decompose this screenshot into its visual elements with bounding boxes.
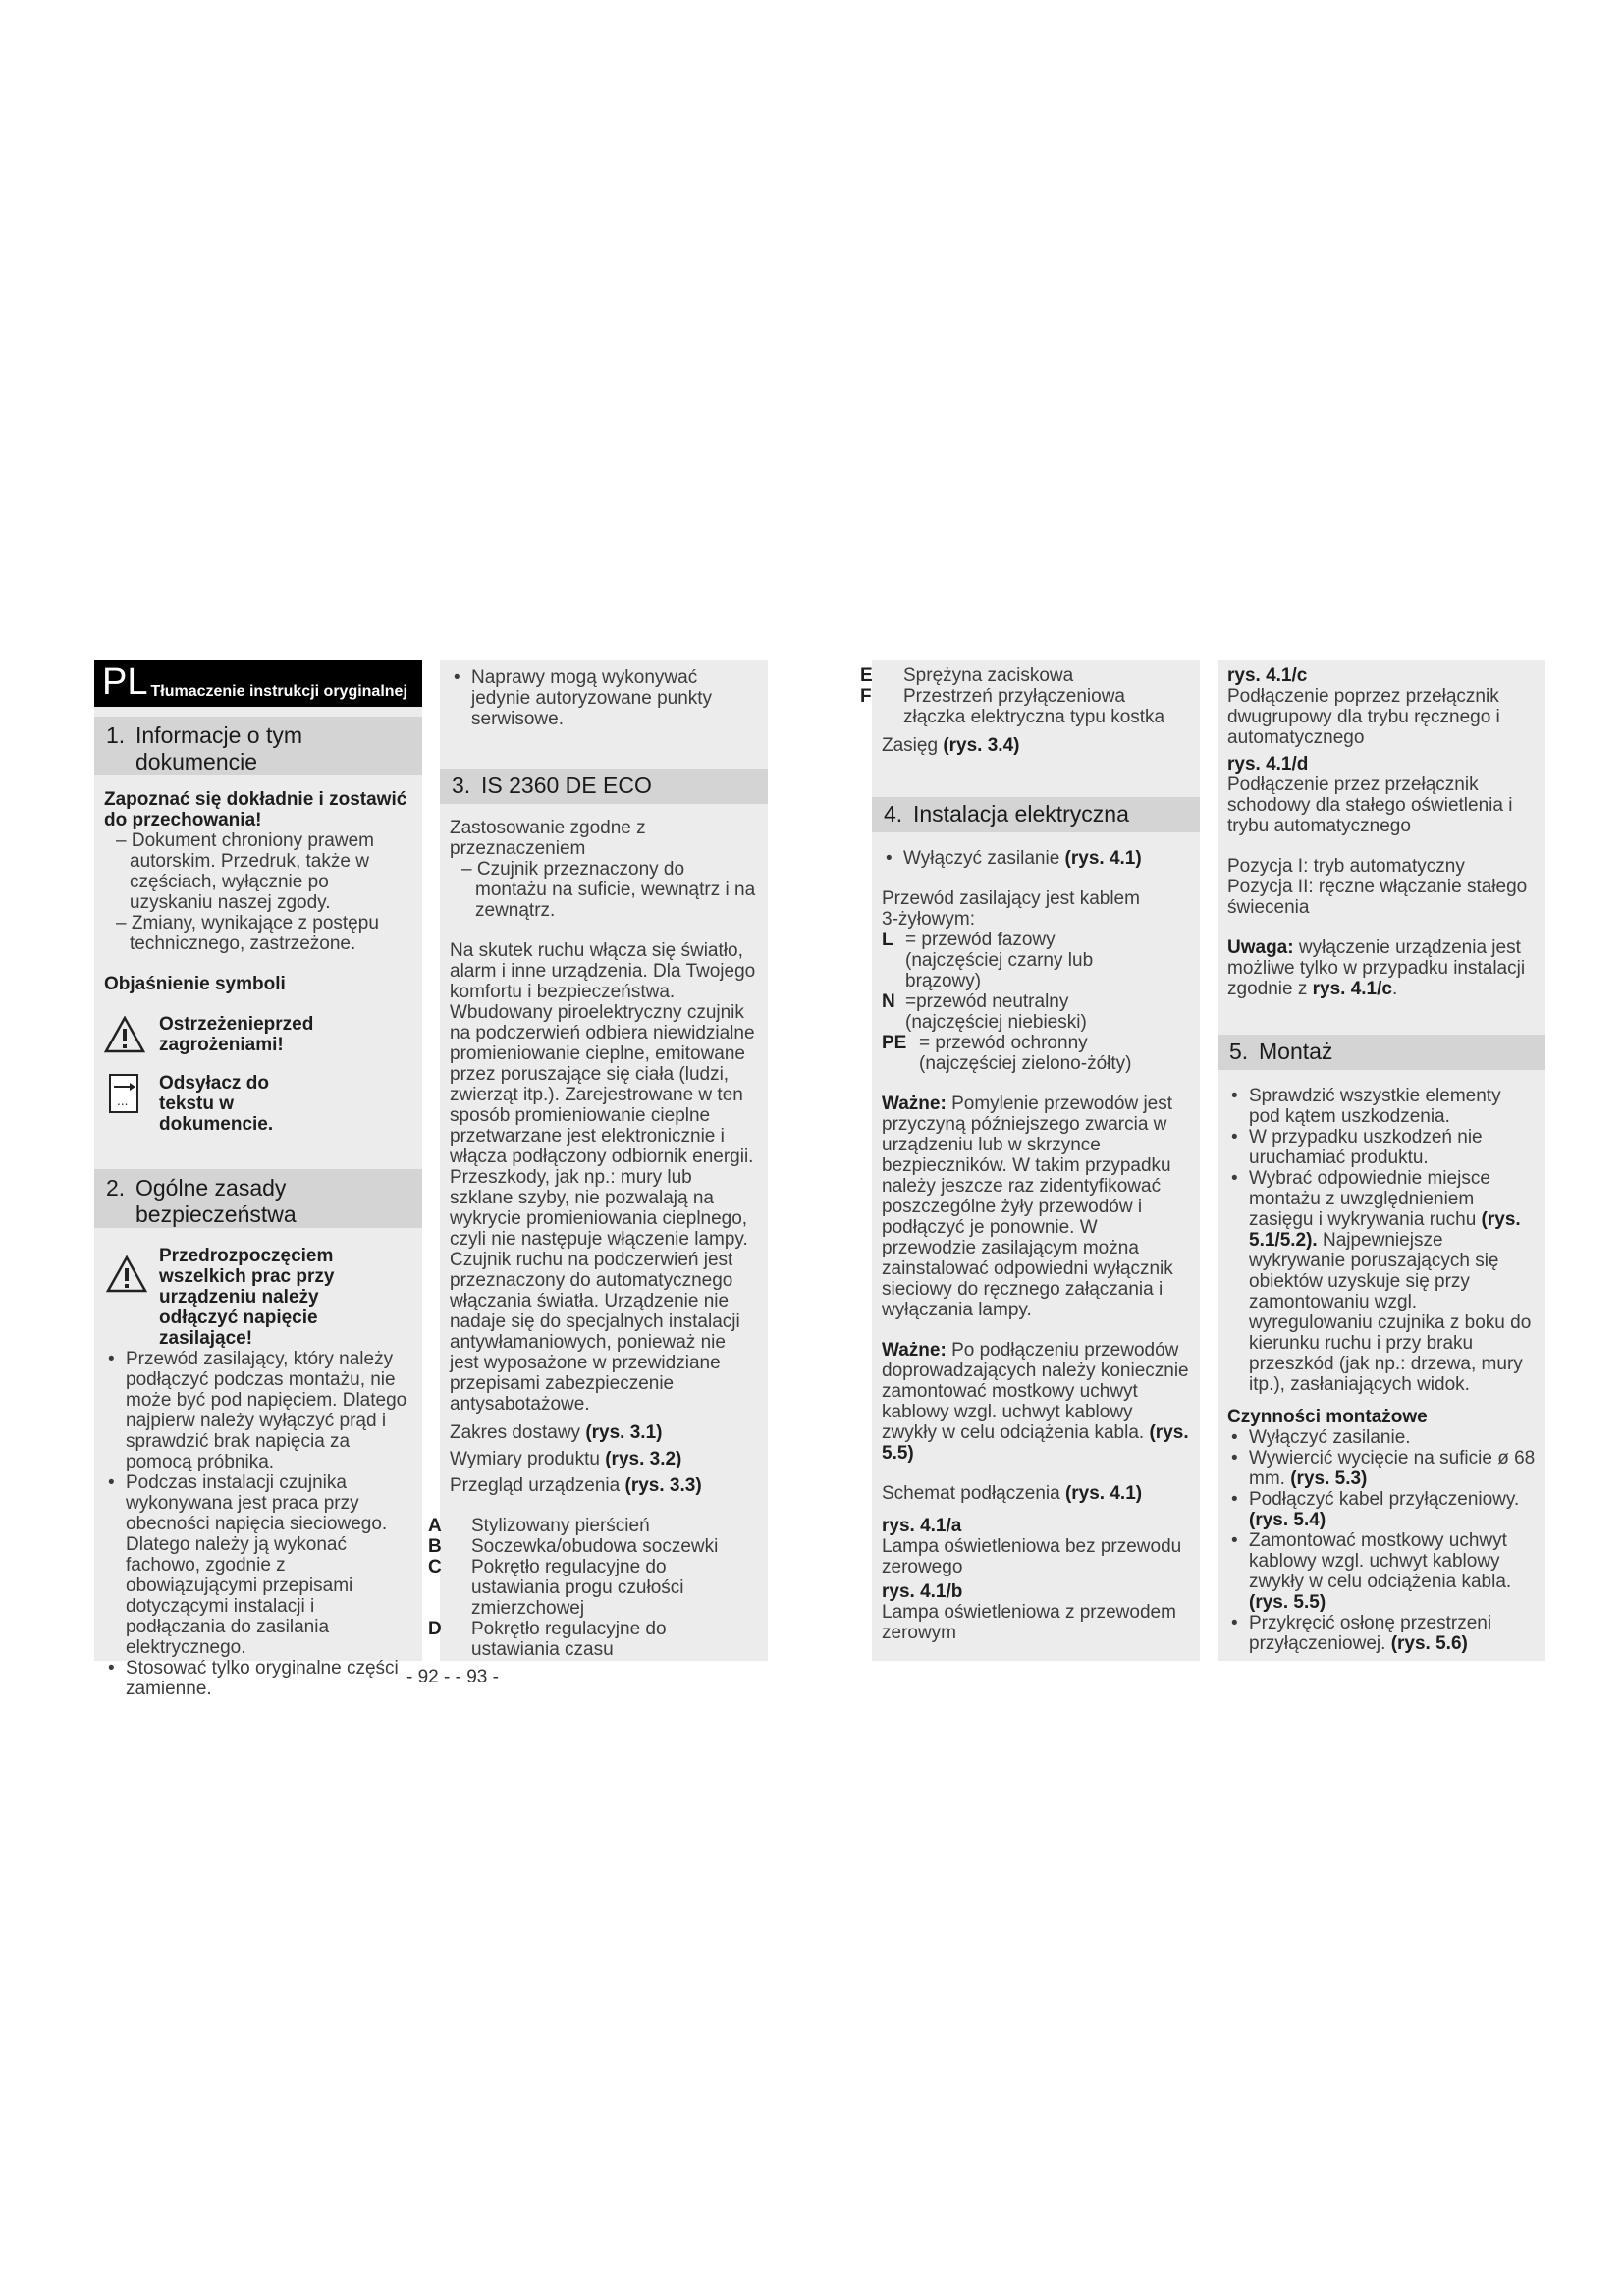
wire-n: N =przewód neutralny (najczęściej niebieski) [882,991,1087,1033]
warning-symbol-text: Ostrzeżenieprzed zagrożeniami! [159,1014,314,1055]
list-item: • Podłączyć kabel przyłączeniowy. (rys. 5.4) [1227,1489,1536,1530]
section-1-title: Informacje o tym dokumencie [135,722,302,774]
overview-line: Przegląd urządzenia (rys. 3.3) [450,1475,702,1496]
note: Uwaga: wyłączenie urządzenia jest możliwe tylko w przypadku instalacji zgodnie z rys. 4.1/c. [1227,937,1526,999]
list-item: • W przypadku uszkodzeń nie uruchamiać produktu. [1227,1127,1536,1168]
scope-line: Zakres dostawy (rys. 3.1) [450,1422,663,1443]
usage-note: – Czujnik przeznaczony do montażu na suficie, wewnątrz i na zewnątrz. [461,859,756,921]
safety-warning: Przedrozpoczęciem wszelkich prac przy urządzeniu należy odłączyć napięcie zasilające! [159,1246,335,1349]
section-1-heading: 1. Informacje o tym dokumencie [94,717,422,775]
list-item: • Wyłączyć zasilanie. [1227,1427,1536,1448]
section-3-title: IS 2360 DE ECO [481,773,652,798]
list-item: • Stosować tylko oryginalne części zamienne. [104,1658,412,1699]
changes-note: – Zmiany, wynikające z postępu technicznego, zastrzeżone. [116,913,379,954]
list-item: • Sprawdzić wszystkie elementy pod kątem uszkodzenia. [1227,1086,1536,1127]
section-5-title: Montaż [1259,1039,1333,1064]
figure-caption: Podłączenie przez przełącznik schodowy dla stałego oświetlenia i trybu automatycznego [1227,774,1513,836]
symbols-title: Objaśnienie symboli [104,974,286,994]
section-4-heading: 4. Instalacja elektryczna [872,797,1200,832]
column-4 [1218,660,1545,1661]
page-numbers: - 92 - - 93 - [406,1667,499,1687]
list-item: • Wyłączyć zasilanie (rys. 4.1) [882,848,1190,869]
section-4-title: Instalacja elektryczna [913,801,1129,827]
figure-ref: rys. 4.1/d [1227,754,1309,774]
wire-pe: PE = przewód ochronny (najczęściej zielono-żółty) [882,1033,1132,1074]
section-2-heading: 2. Ogólne zasady bezpieczeństwa [94,1169,422,1228]
section-5-heading: 5. Montaż [1218,1035,1545,1070]
position-1: Pozycja I: tryb automatyczny [1227,856,1465,877]
header-title: Tłumaczenie instrukcji oryginalnej [150,683,407,700]
list-item: • Podczas instalacji czujnika wykonywana jest praca przy obecności napięcia sieciowego. Dlatego należy ją wykonać fachowo, zgodnie z obowiązującymi przepisami dotyczącymi instalacji i podłączania do zasilania elektrycznego. [104,1472,412,1658]
section-3-heading: 3. IS 2360 DE ECO [440,769,768,804]
copyright-note: – Dokument chroniony prawem autorskim. Przedruk, także w częściach, wyłącznie po uzyskaniu naszej zgody. [116,830,374,913]
list-item: • Naprawy mogą wykonywać jedynie autoryzowane punkty serwisowe. [450,667,758,729]
language-code: PL [102,662,148,703]
important-note-1: Ważne: Pomylenie przewodów jest przyczyną późniejszego zwarcia w urządzeniu lub w skrzynce bezpieczników. W takim przypadku należy jeszcze raz zidentyfikować poszczególne żyły przewodów i podłączyć je ponownie. W przewodzie zasilającym można zainstalować odpowiedni wyłącznik sieciowy do ręcznego załączania i wyłączania lampy. [882,1094,1173,1320]
list-item: • Zamontować mostkowy uchwyt kablowy wzgl. uchwyt kablowy zwykły w celu odciążenia kabla. (rys. 5.5) [1227,1530,1536,1613]
svg-text:...: ... [117,1095,129,1108]
list-item: A Stylizowany pierścień [428,1516,650,1536]
wire-l: L = przewód fazowy (najczęściej czarny lub brązowy) [882,930,1094,991]
column-2 [428,660,768,1661]
warning-icon [104,1016,145,1053]
position-2: Pozycja II: ręczne włączanie stałego świecenia [1227,877,1528,918]
list-item: D Pokrętło regulacyjne do ustawiania czasu [428,1619,667,1660]
figure-ref: rys. 4.1/c [1227,666,1308,686]
warning-icon [106,1255,147,1293]
description-paragraph: Na skutek ruchu włącza się światło, alarm i inne urządzenia. Dla Twojego komfortu i bezpieczeństwa. Wbudowany piroelektryczny czujnik na podczerwień odbiera niewidzialne promieniowanie cieplne, emitowane przez poruszające się ciała (ludzi, zwierząt itp.). Zarejestrowane w ten sposób promieniowanie cieplne przetwarzane jest elektronicznie i włącza podłączony odbiornik energii. Przeszkody, jak np.: mury lub szklane szyby, nie pozwalają na wykrycie promieniowania cieplnego, czyli nie następuje włączenie lampy. Czujnik ruchu na podczerwień jest przeznaczony do automatycznego włączania światła. Urządzenie nie nadaje się do specjalnych instalacji antywłamaniowych, ponieważ nie jest wyposażone w przewidziane przepisami zabezpieczenie antysabotażowe. [450,940,756,1415]
reference-symbol-text: Odsyłacz do tekstu w dokumencie. [159,1073,274,1135]
section-2-title: Ogólne zasady bezpieczeństwa [135,1175,297,1227]
language-header [94,660,422,707]
figure-caption: Podłączenie poprzez przełącznik dwugrupowy dla trybu ręcznego i automatycznego [1227,686,1500,748]
figure-caption: Lampa oświetleniowa bez przewodu zerowego [882,1536,1182,1577]
range-line: Zasięg (rys. 3.4) [882,735,1020,756]
list-item: • Przewód zasilający, który należy podłączyć podczas montażu, nie może być pod napięciem. Dlatego najpierw należy wyłączyć prąd i sprawdzić brak napięcia za pomocą próbnika. [104,1349,412,1472]
figure-ref: rys. 4.1/a [882,1516,962,1536]
list-item: • Przykręcić osłonę przestrzeni przyłączeniowej. (rys. 5.6) [1227,1613,1536,1654]
list-item: • Wywiercić wycięcie na suficie ø 68 mm. (rys. 5.3) [1227,1448,1536,1489]
usage-title: Zastosowanie zgodne z przeznaczeniem [450,818,646,859]
steps-title: Czynności montażowe [1227,1407,1428,1427]
list-item: • Wybrać odpowiednie miejsce montażu z uwzględnieniem zasięgu i wykrywania ruchu (rys. 5.1/5.2). Najpewniejsze wykrywanie poruszających się obiektów uzyskuje się przy zamontowaniu wzgl. wyregulowaniu czujnika z boku do kierunku ruchu i przy braku przeszkód (jak np.: drzewa, mury itp.), zasłaniających widok. [1227,1168,1536,1395]
dimensions-line: Wymiary produktu (rys. 3.2) [450,1449,682,1469]
list-item: B Soczewka/obudowa soczewki [428,1536,719,1557]
column-1 [94,660,422,1699]
list-item: C Pokrętło regulacyjne do ustawiania progu czułości zmierzchowej [428,1557,684,1619]
schema-line: Schemat podłączenia (rys. 4.1) [882,1483,1143,1504]
figure-ref: rys. 4.1/b [882,1581,963,1602]
list-item: F Przestrzeń przyłączeniowa złączka elektryczna typu kostka [860,686,1165,727]
important-note-2: Ważne: Po podłączeniu przewodów doprowadzających należy koniecznie zamontować mostkowy uchwyt kablowy wzgl. uchwyt kablowy zwykły w celu odciążenia kabla. (rys. 5.5) [882,1340,1189,1464]
cable-intro: Przewód zasilający jest kablem 3-żyłowym: [882,888,1140,930]
document-reference-icon [108,1073,141,1114]
figure-caption: Lampa oświetleniowa z przewodem zerowym [882,1602,1176,1643]
list-item: E Sprężyna zaciskowa [860,666,1074,686]
read-note: Zapoznać się dokładnie i zostawić do przechowania! [104,789,407,830]
column-3 [860,660,1200,1661]
